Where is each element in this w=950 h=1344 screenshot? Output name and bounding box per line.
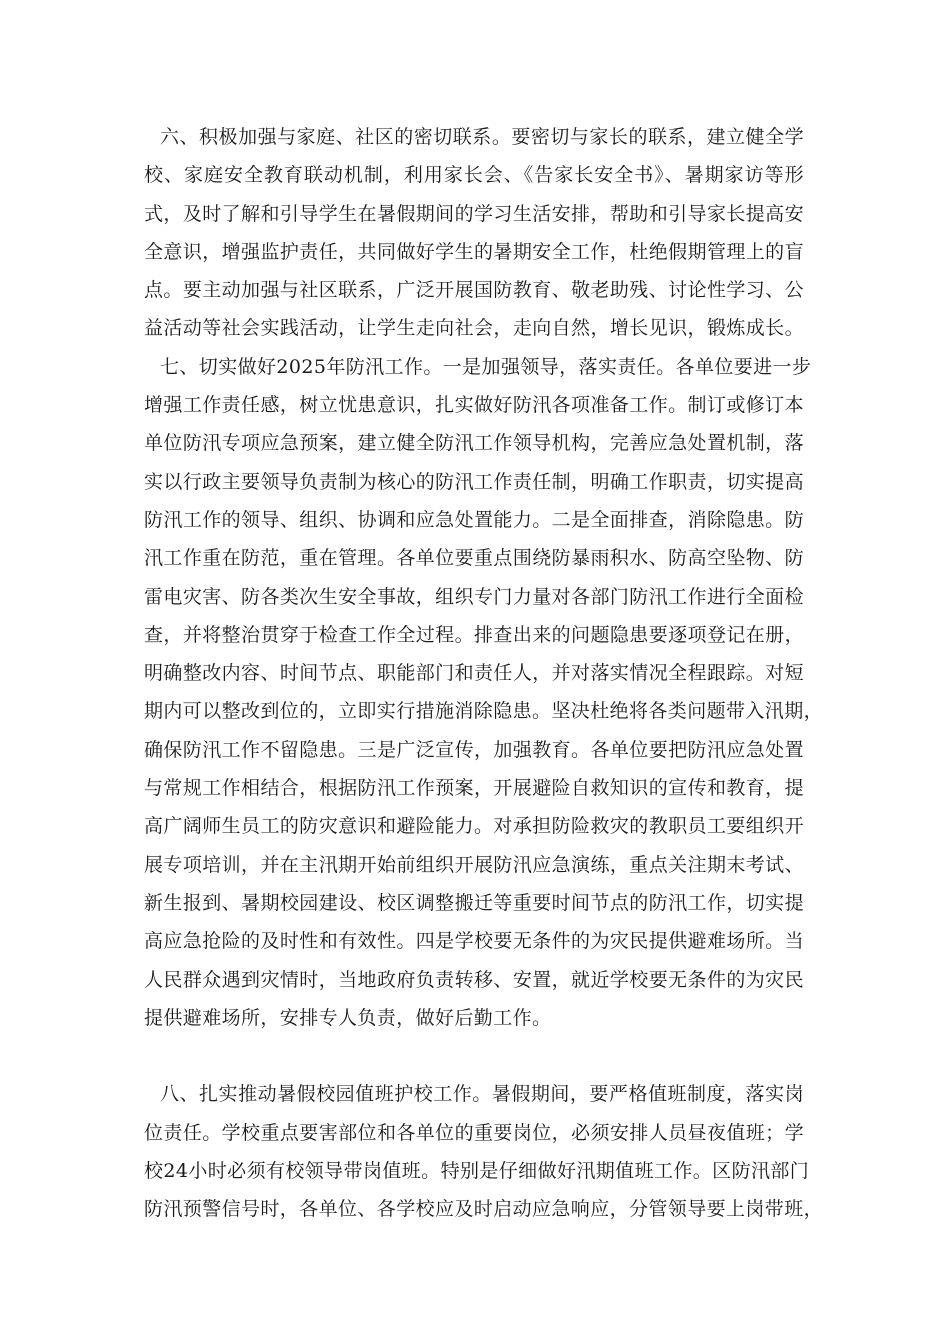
text-line: 全意识，增强监护责任，共同做好学生的暑期安全工作，杜绝假期管理上的盲 bbox=[144, 240, 804, 263]
text-line: 汛工作重在防范，重在管理。各单位要重点围绕防暴雨积水、防高空坠物、防 bbox=[144, 547, 804, 570]
text-line: 实以行政主要领导负责制为核心的防汛工作责任制，明确工作职责，切实提高 bbox=[144, 470, 804, 493]
text-line: 式，及时了解和引导学生在暑假期间的学习生活安排，帮助和引导家长提高安 bbox=[144, 202, 804, 225]
text-line: 人民群众遇到灾情时，当地政府负责转移、安置，就近学校要无条件的为灾民 bbox=[144, 968, 804, 991]
text-line: 与常规工作相结合，根据防汛工作预案，开展避险自救知识的宣传和教育，提 bbox=[144, 777, 804, 800]
text-line: 高广阔师生员工的防灾意识和避险能力。对承担防险救灾的教职员工要组织开 bbox=[144, 815, 804, 838]
paragraph-spacer bbox=[144, 1037, 804, 1075]
paragraph-section-7 bbox=[144, 348, 824, 1037]
document-body bbox=[144, 118, 824, 1229]
text-line: 单位防汛专项应急预案，建立健全防汛工作领导机构，完善应急处置机制，落 bbox=[144, 432, 804, 455]
text-line: 提供避难场所，安排专人负责，做好后勤工作。 bbox=[144, 1006, 552, 1029]
text-line: 雷电灾害、防各类次生安全事故，组织专门力量对各部门防汛工作进行全面检 bbox=[144, 585, 804, 608]
paragraph-section-6 bbox=[144, 118, 804, 348]
text-line: 防汛工作的领导、组织、协调和应急处置能力。二是全面排查，消除隐患。防 bbox=[144, 508, 804, 531]
text-line: 新生报到、暑期校园建设、校区调整搬迁等重要时间节点的防汛工作，切实提 bbox=[144, 891, 804, 914]
text-line: 增强工作责任感，树立忧患意识，扎实做好防汛各项准备工作。制订或修订本 bbox=[144, 394, 804, 417]
text-line: 防汛预警信号时，各单位、各学校应及时启动应急响应，分管领导要上岗带班， bbox=[144, 1198, 824, 1221]
text-line: 点。要主动加强与社区联系，广泛开展国防教育、敬老助残、讨论性学习、公 bbox=[144, 279, 804, 302]
paragraph-section-8 bbox=[144, 1075, 824, 1228]
text-line: 益活动等社会实践活动，让学生走向社会，走向自然，增长见识，锻炼成长。 bbox=[144, 317, 804, 340]
text-line: 八、扎实推动暑假校园值班护校工作。暑假期间，要严格值班制度，落实岗 bbox=[160, 1083, 804, 1106]
text-line: 六、积极加强与家庭、社区的密切联系。要密切与家长的联系，建立健全学 bbox=[160, 126, 804, 148]
text-line: 明确整改内容、时间节点、职能部门和责任人，并对落实情况全程跟踪。对短 bbox=[144, 662, 804, 685]
text-line: 查，并将整治贯穿于检查工作全过程。排查出来的问题隐患要逐项登记在册， bbox=[144, 623, 804, 646]
text-line: 高应急抢险的及时性和有效性。四是学校要无条件的为灾民提供避难场所。当 bbox=[144, 930, 804, 953]
text-line: 期内可以整改到位的，立即实行措施消除隐患。坚决杜绝将各类问题带入汛期， bbox=[144, 700, 824, 723]
text-line: 校、家庭安全教育联动机制，利用家长会、《告家长安全书》、暑期家访等形 bbox=[144, 164, 804, 187]
text-line: 七、切实做好2025年防汛工作。一是加强领导，落实责任。各单位要进一步 bbox=[160, 355, 812, 378]
text-line: 校24小时必须有校领导带岗值班。特别是仔细做好汛期值班工作。区防汛部门 bbox=[144, 1160, 810, 1183]
text-line: 展专项培训，并在主汛期开始前组织开展防汛应急演练，重点关注期末考试、 bbox=[144, 853, 804, 876]
text-line: 确保防汛工作不留隐患。三是广泛宣传，加强教育。各单位要把防汛应急处置 bbox=[144, 738, 804, 761]
text-line: 位责任。学校重点要害部位和各单位的重要岗位，必须安排人员昼夜值班；学 bbox=[144, 1121, 804, 1144]
